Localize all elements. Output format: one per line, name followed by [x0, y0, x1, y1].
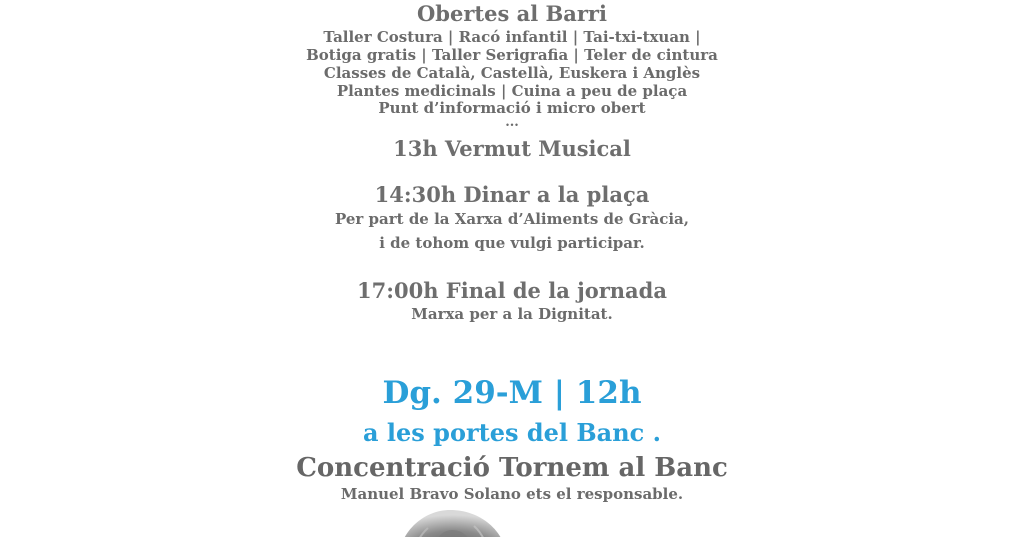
- portrait-photo: [370, 500, 530, 537]
- place-line: a les portes del Banc .: [363, 418, 661, 447]
- responsible-line: Manuel Bravo Solano ets el responsable.: [340, 485, 684, 503]
- activity-line: Botiga gratis | Taller Serigrafia | Teler de cintura: [306, 46, 718, 64]
- concentration-title: Concentració Tornem al Banc: [296, 453, 728, 483]
- dinar-title: 14:30h Dinar a la plaça: [374, 182, 650, 207]
- section-title: Obertes al Barri: [417, 1, 607, 26]
- activity-line: Plantes medicinals | Cuina a peu de plaça: [336, 82, 688, 100]
- final-title: 17:00h Final de la jornada: [357, 278, 667, 303]
- dinar-line-2: i de tohom que vulgi participar.: [379, 234, 645, 252]
- activity-line: Taller Costura | Racó infantil | Tai-txi-txuan |: [323, 28, 701, 46]
- activity-line: Punt d’informació i micro obert: [378, 99, 646, 117]
- date-line: Dg. 29-M | 12h: [382, 375, 642, 411]
- vermut-title: 13h Vermut Musical: [393, 136, 631, 161]
- final-line-1: Marxa per a la Dignitat.: [411, 305, 613, 323]
- portrait-photo-graphic: [370, 500, 530, 537]
- dinar-line-1: Per part de la Xarxa d’Aliments de Gràcia,: [335, 210, 689, 228]
- activity-line: Classes de Català, Castellà, Euskera i Anglès: [323, 64, 701, 82]
- activity-ellipsis: ...: [505, 115, 519, 130]
